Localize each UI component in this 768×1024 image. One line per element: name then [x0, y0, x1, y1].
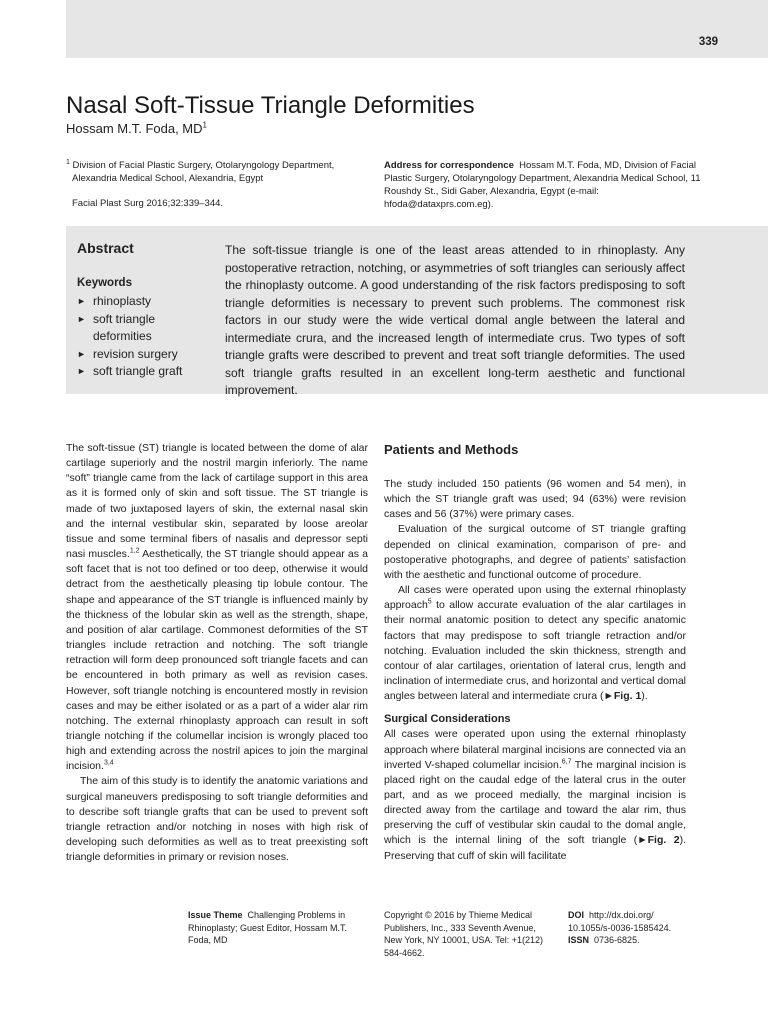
correspondence-label: Address for correspondence: [384, 160, 514, 171]
article-title: Nasal Soft-Tissue Triangle Deformities: [66, 92, 475, 120]
keyword-item: ► soft triangle deformities: [77, 311, 217, 346]
affiliation: [66, 159, 366, 185]
page-number: 339: [698, 36, 718, 48]
subsection-heading: Surgical Considerations: [384, 713, 511, 726]
methods-text: All cases were operated upon using the external rhinoplasty approach: [384, 584, 686, 612]
surgical-text: The marginal incision is placed right on the caudal edge of the lateral crus in the outer part, and as we proceed medially, the marginal incision is directed away from the cartilage and toward the alar rim, thus preserving the cuff of vestibular skin caudal to the domal angle, which is the internal lining of the soft triangle (: [384, 758, 686, 847]
affiliation-line-1: Division of Facial Plastic Surgery, Otolaryngology Department,: [72, 160, 335, 171]
reference-marker[interactable]: 3,4: [103, 759, 114, 767]
intro-text: Aesthetically, the ST triangle should appear as a soft facet that is not too defined or too deep, otherwise it would detract from the aesthetically pleasing tip lobule contour. The shape and appearance of the ST triangle is influenced mainly by the thickness of the lobular skin as well as the strength, shape, and position of alar cartilage. Commonest deformities of the ST triangles include retraction and notching. The soft triangle retraction will form deep pronounced soft triangle facets and can be encountered in both primary as well as revision cases. However, soft triangle notching is encountered mostly in revision cases and may be either isolated or as a part of a wider alar rim notching. The external rhinoplasty approach can result in soft triangle notching if the columellar incision is wrongly placed too high and extending across the nostril apices to join the marginal incision.: [66, 548, 368, 773]
correspondence: [384, 159, 704, 211]
affiliation-marker: 1: [66, 158, 70, 166]
issue-theme: [188, 909, 368, 947]
keywords-heading: Keywords: [77, 277, 132, 289]
keyword-item: ► revision surgery: [77, 346, 217, 364]
reference-marker[interactable]: 5: [427, 598, 432, 606]
issue-theme-text: Challenging Problems in Rhinoplasty; Guest Editor, Hossam M.T. Foda, MD: [188, 910, 348, 945]
keywords-list: [77, 293, 217, 381]
surgical-paragraph: [384, 727, 686, 863]
affiliation-line-2: Alexandria Medical School, Alexandria, Egypt: [72, 173, 264, 184]
citation: Facial Plast Surg 2016;32:339–344.: [72, 198, 224, 209]
keyword-item: ► soft triangle graft: [77, 363, 217, 381]
reference-marker[interactable]: 1,2: [129, 547, 140, 555]
methods-paragraph-1: The study included 150 patients (96 women and 54 men), in which the ST triangle graft was used; 94 (63%) were revision cases and 56 (37%) were primary cases.: [384, 478, 686, 521]
right-column: [384, 441, 686, 864]
section-heading: Patients and Methods: [384, 442, 519, 457]
header-band: [66, 0, 768, 58]
intro-text: The soft-tissue (ST) triangle is located between the dome of alar cartilage superiorly and the nostril margin inferiorly. The name “soft” triangle came from the lack of cartilage support in this area as it is formed only of skin and soft tissue. The ST triangle is made of two juxtaposed layers of skin, the external nasal skin and the internal vestibular skin, separated by loose areolar tissue and some terminal fibers of nasalis and depressor septi nasi muscles.: [66, 442, 368, 561]
abstract-heading: Abstract: [77, 240, 134, 256]
issue-theme-label: Issue Theme: [188, 910, 243, 920]
doi-link[interactable]: http://dx.doi.org/ 10.1055/s-0036-1585424.: [568, 910, 672, 933]
intro-paragraph-1: [66, 441, 368, 774]
methods-paragraph-2: Evaluation of the surgical outcome of ST triangle grafting depended on clinical examination, comparison of pre- and postoperative photographs, and degree of patients’ satisfaction with the aesthetic and functional outcome of procedure.: [384, 523, 686, 581]
figure-link[interactable]: ►Fig. 2: [637, 834, 680, 847]
author-affiliation-marker: 1: [202, 120, 207, 130]
keyword-item: ► rhinoplasty: [77, 293, 217, 311]
methods-text: to allow accurate evaluation of the alar cartilages in their normal anatomic position to detect any specific anatomic factors that may predispose to soft triangle retraction and/or notching. Evaluation included the skin thickness, strength and contour of alar cartilages, orientation of lateral crus, length and inclination of intermediate crus, and horizontal and vertical domal angles between lateral and intermediate crura (: [384, 599, 686, 703]
abstract-text: The soft-tissue triangle is one of the least areas attended to in rhinoplasty. Any postoperative retraction, notching, or asymmetries of soft triangles can seriously affect the rhinoplasty outcome. A good understanding of the risk factors predisposing to soft triangle deformities is necessary to prevent such problems. The commonest risk factors in our study were the wide vertical domal angle between the lateral and intermediate crura, and the increased length of intermediate crus. Two types of soft triangle grafts were described to prevent and treat soft triangle deformities. The used soft triangle grafts resulted in an excellent long-term aesthetic and functional improvement.: [225, 243, 685, 397]
surgical-text: ). Preserving that cuff of skin will facilitate: [384, 834, 686, 862]
issn-label: ISSN: [568, 935, 590, 945]
methods-text: ).: [641, 690, 648, 703]
intro-paragraph-2: The aim of this study is to identify the anatomic variations and surgical maneuvers predisposing to soft triangle deformities and to describe soft triangle grafts that can be used to prevent soft triangle retraction and/or notching in noses with high risk of developing such deformities as well as to treat preexisting soft triangle deformities in primary or revision noses.: [66, 775, 368, 864]
doi-issn: [568, 909, 698, 947]
left-column: [66, 441, 368, 865]
correspondence-text: Hossam M.T. Foda, MD, Division of Facial Plastic Surgery, Otolaryngology Department, Alexandria Medical School, 11 Roushdy St., Sidi Gaber, Alexandria, Egypt (e-mail: hfoda@dataxprs.com.eg).: [384, 160, 701, 210]
figure-link[interactable]: ►Fig. 1: [603, 690, 642, 703]
author-line: [66, 121, 207, 136]
issn-value: 0736-6825.: [594, 935, 640, 945]
reference-marker[interactable]: 6,7: [561, 758, 572, 766]
surgical-text: All cases were operated upon using the external rhinoplasty approach where bilateral marginal incisions are connected via an inverted V-shaped columellar incision.: [384, 728, 686, 771]
doi-label: DOI: [568, 910, 585, 920]
methods-paragraph-3: [384, 583, 686, 704]
copyright: Copyright © 2016 by Thieme Medical Publishers, Inc., 333 Seventh Avenue, New York, NY 10001, USA. Tel: +1(212) 584-4662.: [384, 910, 544, 958]
author-name: Hossam M.T. Foda, MD: [66, 121, 203, 136]
